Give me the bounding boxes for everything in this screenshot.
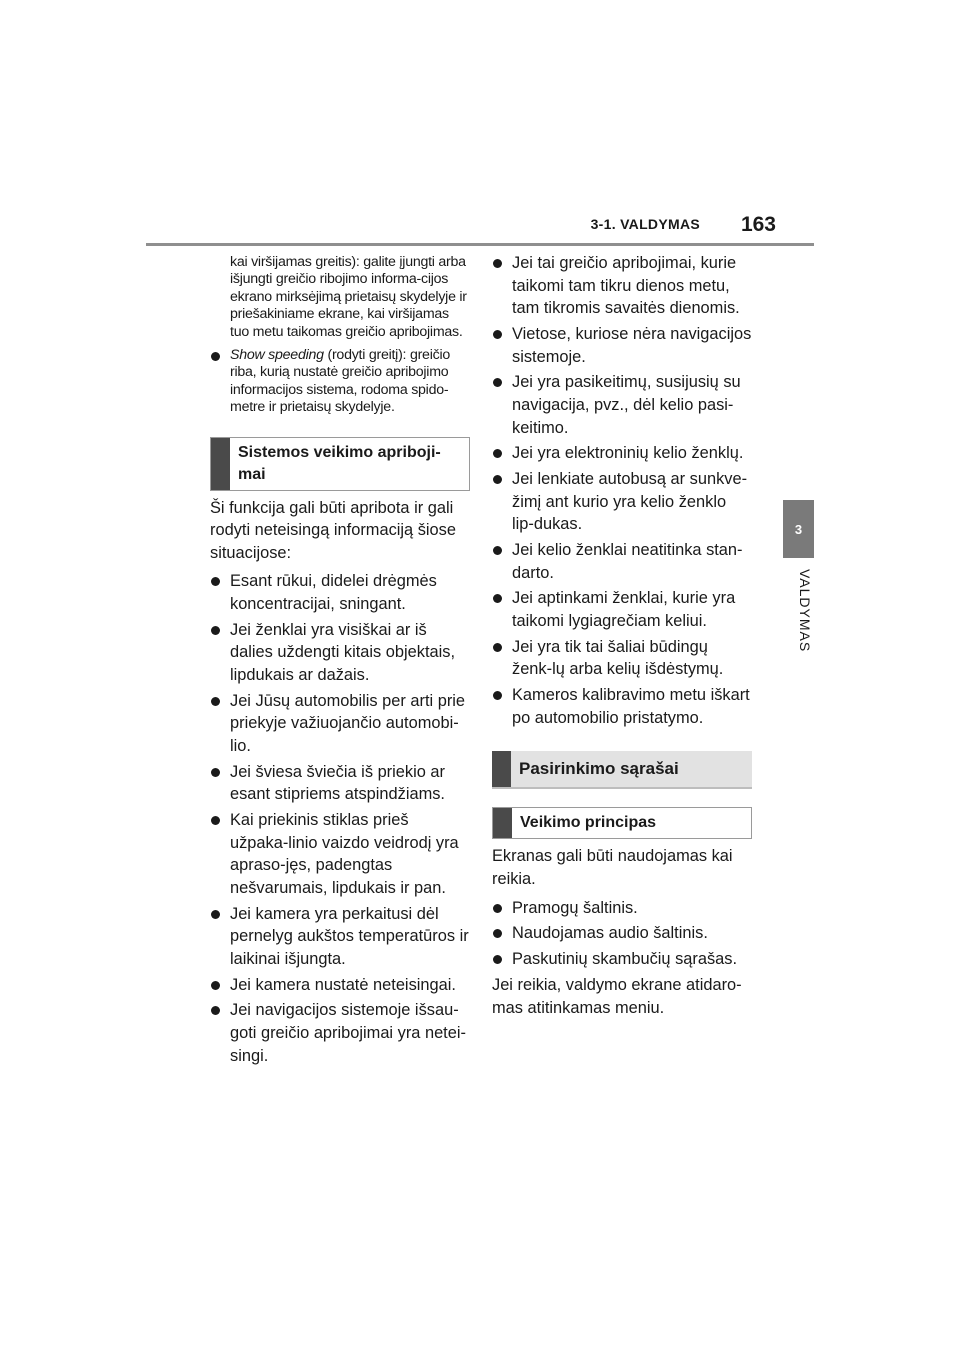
list-item: Naudojamas audio šaltinis. — [492, 922, 752, 945]
list-item: Jei aptinkami ženklai, kurie yra taikomi lygiagrečiam keliui. — [492, 587, 752, 632]
list-item: Paskutinių skambučių sąrašas. — [492, 948, 752, 971]
show-speeding-label: Show speeding — [230, 347, 324, 364]
list-item: Jei kamera nustatė neteisingai. — [210, 974, 470, 997]
selection-lists-heading-text: Pasirinkimo sąrašai — [519, 759, 679, 779]
limits-heading — [210, 437, 470, 491]
show-speeding-item — [210, 347, 470, 417]
list-item: Jei šviesa šviečia iš priekio ar esant stipriems atspindžiams. — [210, 761, 470, 806]
list-item: Jei ženklai yra visiškai ar iš dalies uždengti kitais objektais, lipdukais ar dažais. — [210, 619, 470, 687]
chapter-tab-label: VALDYMAS — [797, 569, 813, 653]
heading-marker — [211, 438, 230, 490]
principle-intro: Ekranas gali būti naudojamas kai reikia. — [492, 847, 733, 888]
list-item: Jei kamera yra perkaitusi dėl pernelyg aukštos temperatūros ir laikinai išjungta. — [210, 903, 470, 971]
list-item: Jei yra pasikeitimų, susijusių su navigacija, pvz., dėl kelio pasi-keitimo. — [492, 371, 752, 439]
list-item: Jei navigacijos sistemoje išsau-goti greičio apribojimai yra netei-singi. — [210, 999, 470, 1067]
list-item: Esant rūkui, didelei drėgmės koncentracijai, sningant. — [210, 570, 470, 615]
list-item: Jei lenkiate autobusą ar sunkve-žimį ant kurio yra kelio ženklo lip-dukas. — [492, 468, 752, 536]
list-item: Kameros kalibravimo metu iškart po automobilio pristatymo. — [492, 684, 752, 729]
limits-heading-text: Sistemos veikimo apriboji-mai — [238, 443, 441, 483]
right-column — [492, 252, 752, 1019]
header-divider — [146, 243, 814, 246]
selection-lists-heading — [492, 751, 752, 789]
chapter-tab[interactable]: 3 — [783, 500, 814, 558]
list-item: Pramogų šaltinis. — [492, 897, 752, 920]
list-item: Vietose, kuriose nėra navigacijos sistemoje. — [492, 323, 752, 368]
limits-list-continued — [492, 252, 752, 729]
intro-paragraph: kai viršijamas greitis): galite įjungti arba išjungti greičio ribojimo informa-cijos ekrano mirksėjimą prietaisų skydelyje ir priešakiniame ekrane, kai viršijamas tuo metu taikomas greičio apribojimas. — [230, 254, 467, 340]
principle-heading-text: Veikimo principas — [520, 814, 657, 832]
list-item: Jei yra elektroninių kelio ženklų. — [492, 442, 752, 465]
list-item: Jei kelio ženklai neatitinka stan-darto. — [492, 539, 752, 584]
list-item: Kai priekinis stiklas prieš užpaka-linio vaizdo veidrodį yra apraso-jęs, padengtas nešvarumais, lipdukais ir pan. — [210, 809, 470, 899]
limits-list — [210, 570, 470, 1067]
heading-marker — [493, 808, 512, 838]
list-item: Jei Jūsų automobilis per arti prie priekyje važiuojančio automobi-lio. — [210, 690, 470, 758]
page-number: 163 — [740, 213, 776, 236]
show-speeding-text: (rodyti greitį): greičio riba, kurią nustatė greičio apribojimo informacijos sistema, rodoma spido-metre ir prietaisų skydelyje. — [230, 347, 450, 416]
heading-marker — [492, 751, 511, 787]
limits-intro: Ši funkcija gali būti apribota ir gali rodyti neteisingą informaciją šiose situacijose: — [210, 498, 456, 562]
list-item: Jei tai greičio apribojimai, kurie taikomi tam tikru dienos metu, tam tikromis savaitės dienomis. — [492, 252, 752, 320]
list-item: Jei yra tik tai šaliai būdingų ženk-lų arba kelių išdėstymų. — [492, 636, 752, 681]
principle-outro: Jei reikia, valdymo ekrane atidaro-mas atitinkamas meniu. — [492, 975, 742, 1017]
principle-heading — [492, 807, 752, 839]
principle-list — [492, 897, 752, 971]
section-title: 3-1. VALDYMAS — [590, 216, 700, 232]
left-column — [210, 252, 470, 1070]
